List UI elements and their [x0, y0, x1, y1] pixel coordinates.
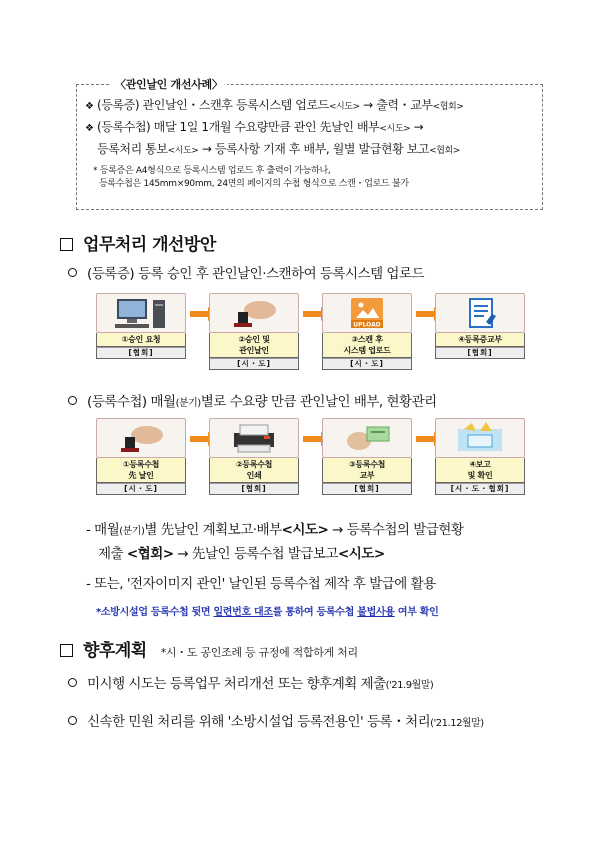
upload-icon — [323, 294, 411, 332]
flow-step-org: [시・도] — [322, 358, 412, 370]
stamp-icon — [97, 419, 185, 457]
flow-step-caption: ③등록수첩 교부 — [322, 458, 412, 483]
flow-step-org: [협회] — [435, 347, 525, 359]
printer-icon — [210, 419, 298, 457]
circle-bullet-icon — [68, 716, 77, 725]
bullet-dedicated-seal: 신속한 민원 처리를 위해 '소방시설업 등록전용인' 등록・처리('21.12월말) — [68, 710, 484, 730]
bullet-registration-booklet: (등록수첩) 매월(분기)별로 수요량 만큼 관인날인 배부, 현황관리 — [68, 390, 437, 410]
report-icon — [436, 419, 524, 457]
circle-bullet-icon — [68, 678, 77, 687]
circle-bullet-icon — [68, 268, 77, 277]
flow-step-image — [209, 418, 299, 458]
upload-label: UPLOAD — [353, 321, 381, 329]
improvement-example-box — [76, 78, 543, 210]
flow-step-caption: ③스캔 후 시스템 업로드 — [322, 333, 412, 358]
bullet-unimplemented-provinces: 미시행 시도는 등록업무 처리개선 또는 향후계획 제출('21.9월말) — [68, 672, 433, 692]
flow-step-image — [96, 293, 186, 333]
example-legend: 〈관인날인 개선사례〉 — [111, 76, 227, 92]
example-line-3: 등록처리 통보<시도> → 등록사항 기재 후 배부, 월별 발급현황 보고<협회> — [97, 142, 460, 156]
flow-step — [209, 418, 299, 495]
flow-step-caption: ②등록수첩 인쇄 — [209, 458, 299, 483]
flow-step-image — [322, 418, 412, 458]
example-note-1: * 등록증은 A4형식으로 등록시스템 업로드 후 출력이 가능하나, — [93, 166, 331, 176]
section-heading-improvement: 업무처리 개선방안 — [60, 230, 216, 255]
computer-icon — [97, 294, 185, 332]
flow-registration-booklet — [96, 418, 526, 496]
stamp-icon — [210, 294, 298, 332]
bullet-registration-certificate: (등록증) 등록 승인 후 관인날인·스캔하여 등록시스템 업로드 — [68, 262, 424, 282]
flow-step-org: [협회] — [96, 347, 186, 359]
blue-note: *소방시설업 등록수첩 뒷면 일련번호 대조를 통하여 등록수첩 불법사용 여부 확인 — [96, 607, 439, 618]
example-line-1: ❖ (등록증) 관인날인・스캔후 등록시스템 업로드<시도> → 출력・교부<협회> — [85, 95, 534, 117]
flow-registration-certificate — [96, 293, 526, 371]
flow-step-org: [시・도] — [209, 358, 299, 370]
example-line-2: ❖ (등록수첩) 매달 1일 1개월 수요량만큼 관인 先날인 배부<시도> → — [85, 117, 534, 139]
flow-step-caption: ②승인 및 관인날인 — [209, 333, 299, 358]
document-icon — [436, 294, 524, 332]
flow-step — [209, 293, 299, 370]
flow-step-caption: ①승인 요청 — [96, 333, 186, 347]
dash-line-electronic-seal: - 또는, '전자이미지 관인' 날인된 등록수첩 제작 후 발급에 활용 — [86, 576, 436, 592]
section-heading-future-plan: 향후계획 *시・도 공인조례 등 규정에 적합하게 처리 — [60, 636, 358, 661]
flow-step-image — [96, 418, 186, 458]
flow-step-image — [435, 293, 525, 333]
example-note-2: 등록수첩은 145mm×90mm, 24면의 페이지의 수첩 형식으로 스캔・업로드 불가 — [99, 179, 409, 189]
flow-step — [435, 293, 525, 359]
flow-step — [322, 418, 412, 495]
circle-bullet-icon — [68, 396, 77, 405]
flow-step-org: [시・도] — [96, 483, 186, 495]
flow-step-image — [322, 293, 412, 333]
flow-step — [435, 418, 525, 495]
flow-step-org: [협회] — [322, 483, 412, 495]
diamond-bullet-icon: ❖ — [85, 123, 94, 134]
dash-line-monthly-cont: 제출 <협회> → 先날인 등록수첩 발급보고<시도> — [98, 546, 385, 562]
flow-step — [322, 293, 412, 370]
square-bullet-icon — [60, 644, 73, 657]
flow-step-caption: ①등록수첩 先 날인 — [96, 458, 186, 483]
flow-step-org: [시・도・협회] — [435, 483, 525, 495]
dash-line-monthly: - 매월(분기)별 先날인 계획보고·배부<시도> → 등록수첩의 발급현황 — [86, 522, 464, 538]
flow-step-org: [협회] — [209, 483, 299, 495]
flow-step-image — [435, 418, 525, 458]
handover-icon — [323, 419, 411, 457]
flow-step — [96, 293, 186, 359]
flow-step — [96, 418, 186, 495]
flow-step-caption: ④등록증교부 — [435, 333, 525, 347]
flow-step-caption: ④보고 및 확인 — [435, 458, 525, 483]
diamond-bullet-icon: ❖ — [85, 101, 94, 112]
square-bullet-icon — [60, 238, 73, 251]
flow-step-image — [209, 293, 299, 333]
